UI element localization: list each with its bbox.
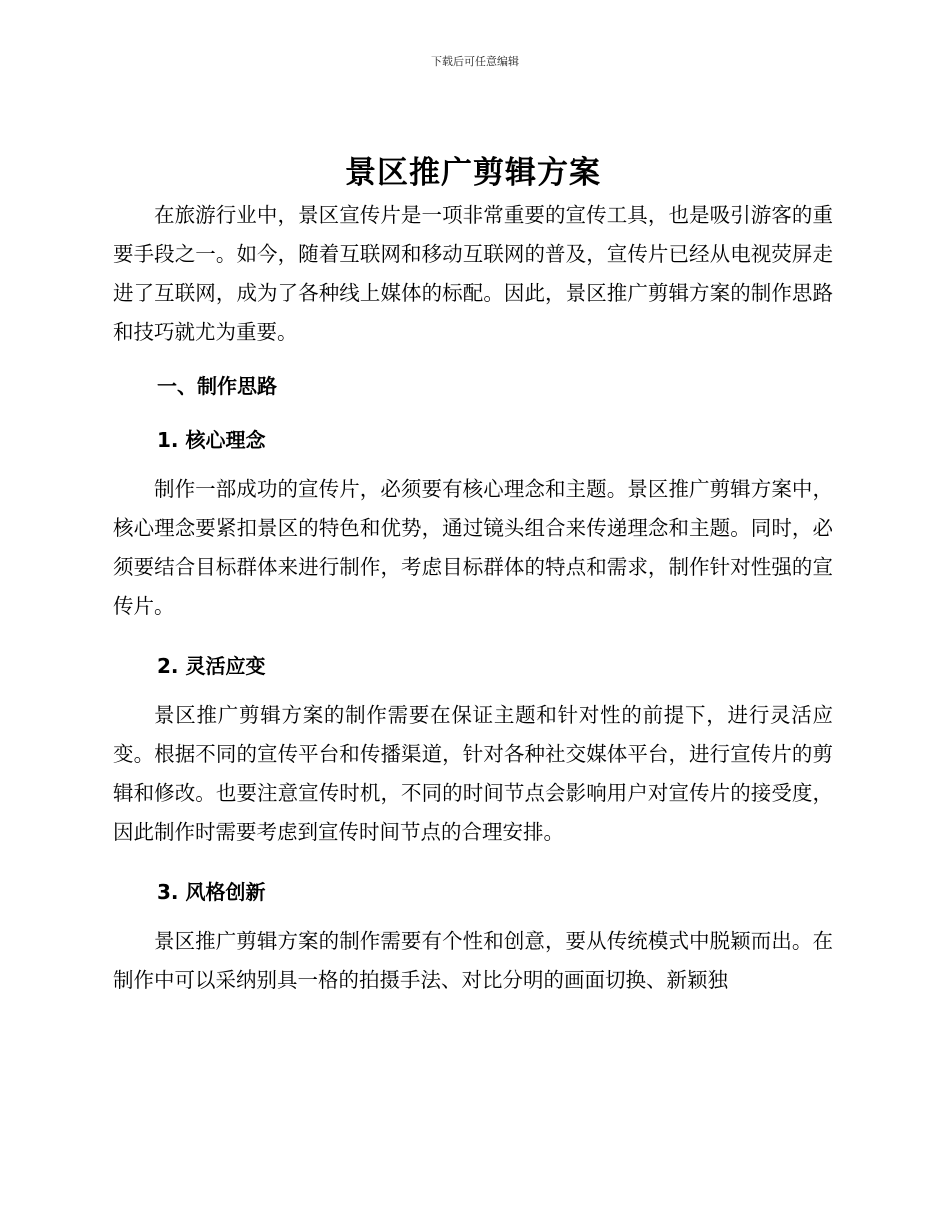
paragraph-core-concept: 制作一部成功的宣传片，必须要有核心理念和主题。景区推广剪辑方案中，核心理念要紧扣景区的特色和优势，通过镜头组合来传递理念和主题。同时，必须要结合目标群体来进行制作，考虑目标群体的特点和需求，制作针对性强的宣传片。 bbox=[113, 477, 833, 618]
section-heading-production-ideas: 一、制作思路 bbox=[157, 374, 277, 398]
document-title: 景区推广剪辑方案 bbox=[345, 155, 601, 191]
document-body bbox=[113, 150, 833, 1000]
paragraph-style-innovation: 景区推广剪辑方案的制作需要有个性和创意，要从传统模式中脱颖而出。在制作中可以采纳别具一格的拍摄手法、对比分明的画面切换、新颖独 bbox=[113, 929, 833, 992]
subheading-flexible-adaptation: 2. 灵活应变 bbox=[157, 654, 266, 678]
subheading-style-innovation: 3. 风格创新 bbox=[157, 880, 266, 904]
page-header-note: 下载后可任意编辑 bbox=[431, 55, 519, 68]
paragraph-flexible-adaptation: 景区推广剪辑方案的制作需要在保证主题和针对性的前提下，进行灵活应变。根据不同的宣传平台和传播渠道，针对各种社交媒体平台，进行宣传片的剪辑和修改。也要注意宣传时机，不同的时间节点会影响用户对宣传片的接受度，因此制作时需要考虑到宣传时间节点的合理安排。 bbox=[113, 703, 833, 844]
intro-paragraph: 在旅游行业中，景区宣传片是一项非常重要的宣传工具，也是吸引游客的重要手段之一。如今，随着互联网和移动互联网的普及，宣传片已经从电视荧屏走进了互联网，成为了各种线上媒体的标配。因此，景区推广剪辑方案的制作思路和技巧就尤为重要。 bbox=[113, 203, 833, 344]
subheading-core-concept: 1. 核心理念 bbox=[157, 428, 266, 452]
